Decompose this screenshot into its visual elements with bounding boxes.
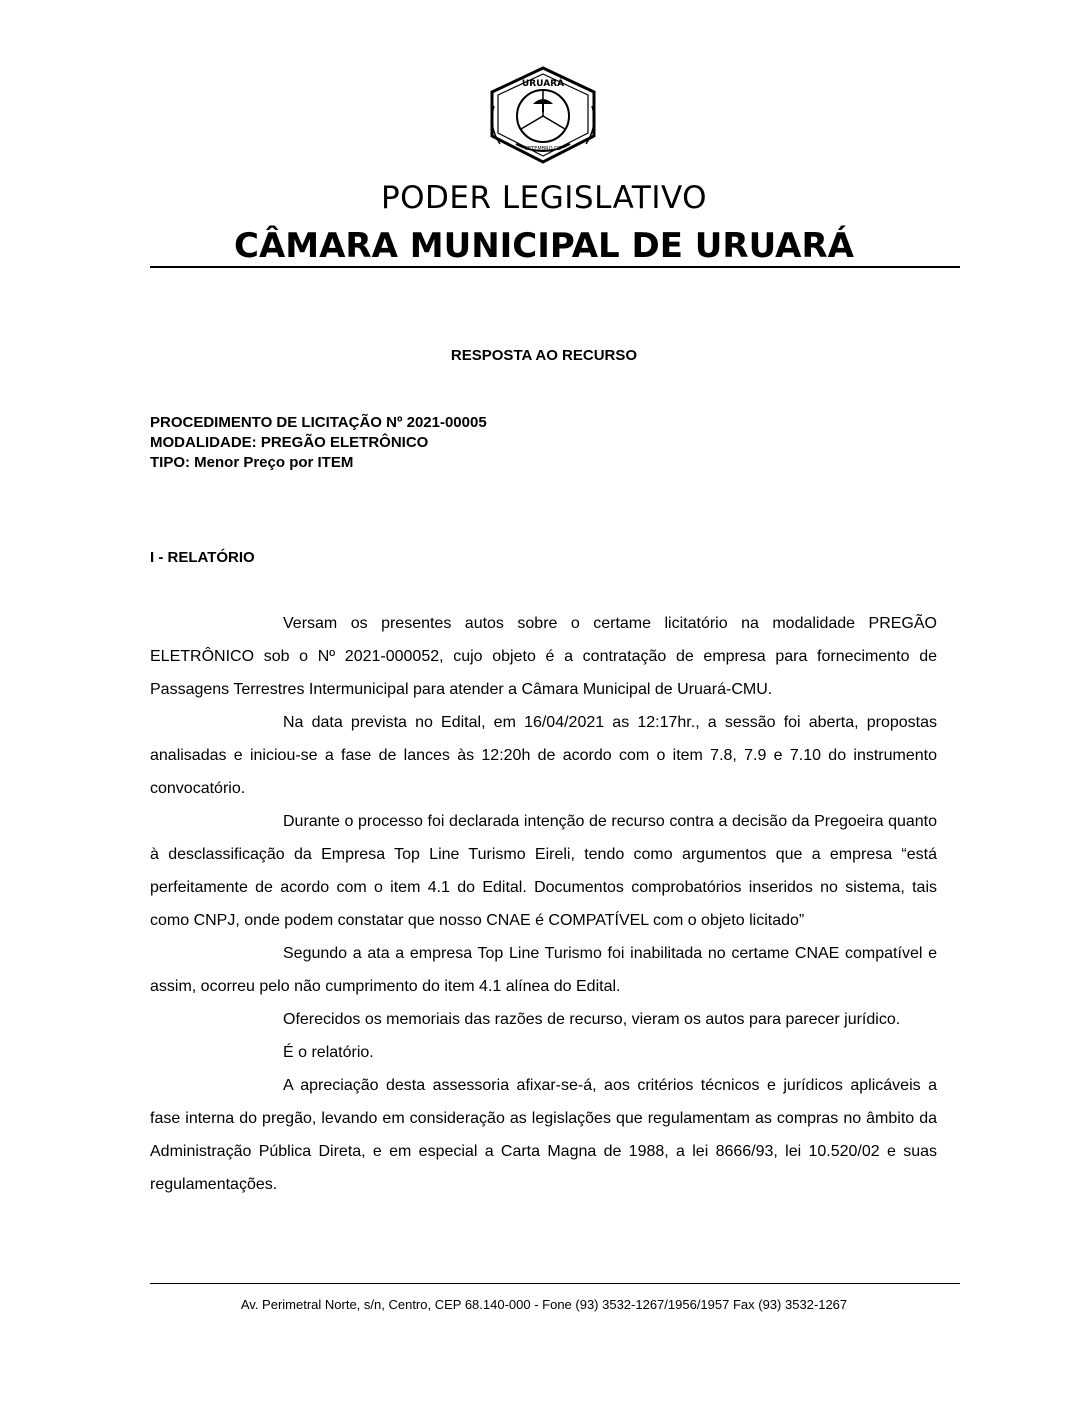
section-heading: I - RELATÓRIO [150, 549, 255, 566]
procedure-number: PROCEDIMENTO DE LICITAÇÃO Nº 2021-00005 [150, 414, 487, 431]
paragraph: É o relatório. [283, 1044, 374, 1061]
municipal-seal-icon [486, 66, 600, 164]
paragraph: Segundo a ata a empresa Top Line Turismo foi inabilitada no certame CNAE compatível e assim, ocorreu pelo não cumprimento do item 4.1 alínea do Edital. [150, 945, 937, 995]
seal-text-bottom: SETEMBRO DE [524, 146, 562, 152]
paragraph: Oferecidos os memoriais das razões de recurso, vieram os autos para parecer jurídico. [283, 1011, 901, 1028]
footer-address: Av. Perimetral Norte, s/n, Centro, CEP 68.140-000 - Fone (93) 3532-1267/1956/1957 Fax (93) 3532-1267 [240, 1297, 848, 1312]
paragraph: Na data prevista no Edital, em 16/04/2021 as 12:17hr., a sessão foi aberta, propostas analisadas e iniciou-se a fase de lances às 12:20h de acordo com o item 7.8, 7.9 e 7.10 do instrumento convocatório. [150, 714, 937, 797]
procedure-metadata [150, 413, 487, 473]
header-title-chamber: CÂMARA MUNICIPAL DE URUARÁ [234, 226, 854, 266]
procedure-modality: MODALIDADE: PREGÃO ELETRÔNICO [150, 434, 429, 451]
paragraph: A apreciação desta assessoria afixar-se-á, aos critérios técnicos e jurídicos aplicáveis a fase interna do pregão, levando em consideração as legislações que regulamentam as compras no âmbito da Administração Pública Direta, e em especial a Carta Magna de 1988, a lei 8666/93, lei 10.520/02 e suas regulamentações. [150, 1077, 937, 1193]
seal-text-top: URUARÁ [521, 79, 565, 89]
report-body [150, 607, 937, 1201]
header-title-legislative: PODER LEGISLATIVO [380, 180, 708, 216]
document-title: RESPOSTA AO RECURSO [450, 347, 638, 364]
header-divider [150, 266, 960, 268]
procedure-type: TIPO: Menor Preço por ITEM [150, 454, 354, 471]
footer-divider [150, 1283, 960, 1284]
paragraph: Versam os presentes autos sobre o certame licitatório na modalidade PREGÃO ELETRÔNICO sob o Nº 2021-000052, cujo objeto é a contratação de empresa para fornecimento de Passagens Terrestres Intermunicipal para atender a Câmara Municipal de Uruará-CMU. [150, 615, 937, 698]
paragraph: Durante o processo foi declarada intenção de recurso contra a decisão da Pregoeira quanto à desclassificação da Empresa Top Line Turismo Eireli, tendo como argumentos que a empresa “está perfeitamente de acordo com o item 4.1 do Edital. Documentos comprobatórios inseridos no sistema, tais como CNPJ, onde podem constatar que nosso CNAE é COMPATÍVEL com o objeto licitado” [150, 813, 937, 929]
